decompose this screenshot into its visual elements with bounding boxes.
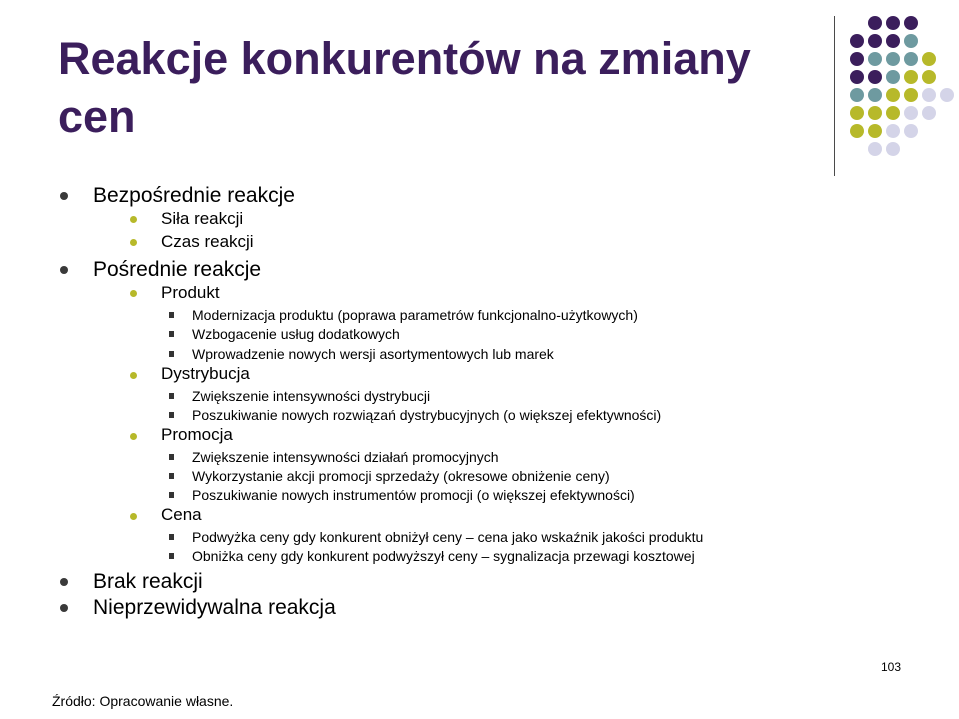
decor-dot [922,52,936,66]
decor-dot [940,88,954,102]
decor-dot [886,34,900,48]
bullet [130,216,137,223]
decor-dot [886,88,900,102]
item-produkt: Produkt [161,283,220,302]
item-produkt-2: Wzbogacenie usług dodatkowych [192,326,400,342]
bullet [130,290,137,297]
decor-dot [868,52,882,66]
decor-dot [922,88,936,102]
bullet [130,239,137,246]
decor-dot [850,70,864,84]
item-nieprzewidywalna-reakcja: Nieprzewidywalna reakcja [93,596,336,619]
bullet [169,331,174,337]
item-promocja-3: Poszukiwanie nowych instrumentów promocji (o większej efektywności) [192,487,635,503]
decor-dot [886,106,900,120]
divider-line [834,16,835,176]
item-promocja-1: Zwiększenie intensywności działań promocyjnych [192,449,499,465]
bullet [130,513,137,520]
bullet [169,454,174,460]
bullet [169,534,174,540]
item-dystrybucja: Dystrybucja [161,364,250,383]
bullet [169,412,174,418]
decor-dot [922,106,936,120]
item-dystrybucja-2: Poszukiwanie nowych rozwiązań dystrybucyjnych (o większej efektywności) [192,407,662,423]
bullet [60,604,68,612]
decor-dot [886,142,900,156]
decor-dot [868,142,882,156]
item-bezposrednie-reakcje: Bezpośrednie reakcje [93,184,295,207]
decor-dot [850,88,864,102]
bullet [169,351,174,357]
slide-title: Reakcje konkurentów na zmiany cen [58,33,751,142]
item-cena: Cena [161,505,202,524]
decor-dot [904,124,918,138]
item-posrednie-reakcje: Pośrednie reakcje [93,258,262,281]
decor-dot [904,34,918,48]
decor-dot [904,106,918,120]
bullet [130,372,137,379]
decor-dot [904,16,918,30]
decor-dot [868,106,882,120]
item-brak-reakcji: Brak reakcji [93,570,203,593]
decor-dot [922,70,936,84]
item-dystrybucja-1: Zwiększenie intensywności dystrybucji [192,388,431,404]
item-sila-reakcji: Siła reakcji [161,209,244,228]
bullet [169,393,174,399]
decor-dot [886,52,900,66]
decor-dot [868,88,882,102]
decor-dot [868,16,882,30]
item-produkt-3: Wprowadzenie nowych wersji asortymentowych lub marek [192,346,554,362]
decor-dot [886,16,900,30]
item-promocja-2: Wykorzystanie akcji promocji sprzedaży (okresowe obniżenie ceny) [192,468,610,484]
decor-dot [850,106,864,120]
item-cena-1: Podwyżka ceny gdy konkurent obniżył ceny – cena jako wskaźnik jakości produktu [192,529,704,545]
decor-dot [850,52,864,66]
item-cena-2: Obniżka ceny gdy konkurent podwyższył ceny – sygnalizacja przewagi kosztowej [192,548,695,564]
decor-dot [868,124,882,138]
item-promocja: Promocja [161,425,233,444]
item-produkt-1: Modernizacja produktu (poprawa parametrów funkcjonalno-użytkowych) [192,307,638,323]
decor-dot [904,70,918,84]
bullet [169,492,174,498]
decor-dot [886,70,900,84]
source-note: Źródło: Opracowanie własne. [52,693,234,709]
decor-dot [850,34,864,48]
decor-dot [904,88,918,102]
decor-dot [850,124,864,138]
bullet [169,473,174,479]
page-number: 103 [880,660,901,674]
bullet [60,578,68,586]
decor-dot [904,52,918,66]
bullet [130,433,137,440]
decor-dot [886,124,900,138]
bullet [169,553,174,559]
decor-dot [868,34,882,48]
bullet [169,312,174,318]
decor-dot [868,70,882,84]
bullet [60,192,68,200]
bullet [60,266,68,274]
item-czas-reakcji: Czas reakcji [161,232,254,251]
